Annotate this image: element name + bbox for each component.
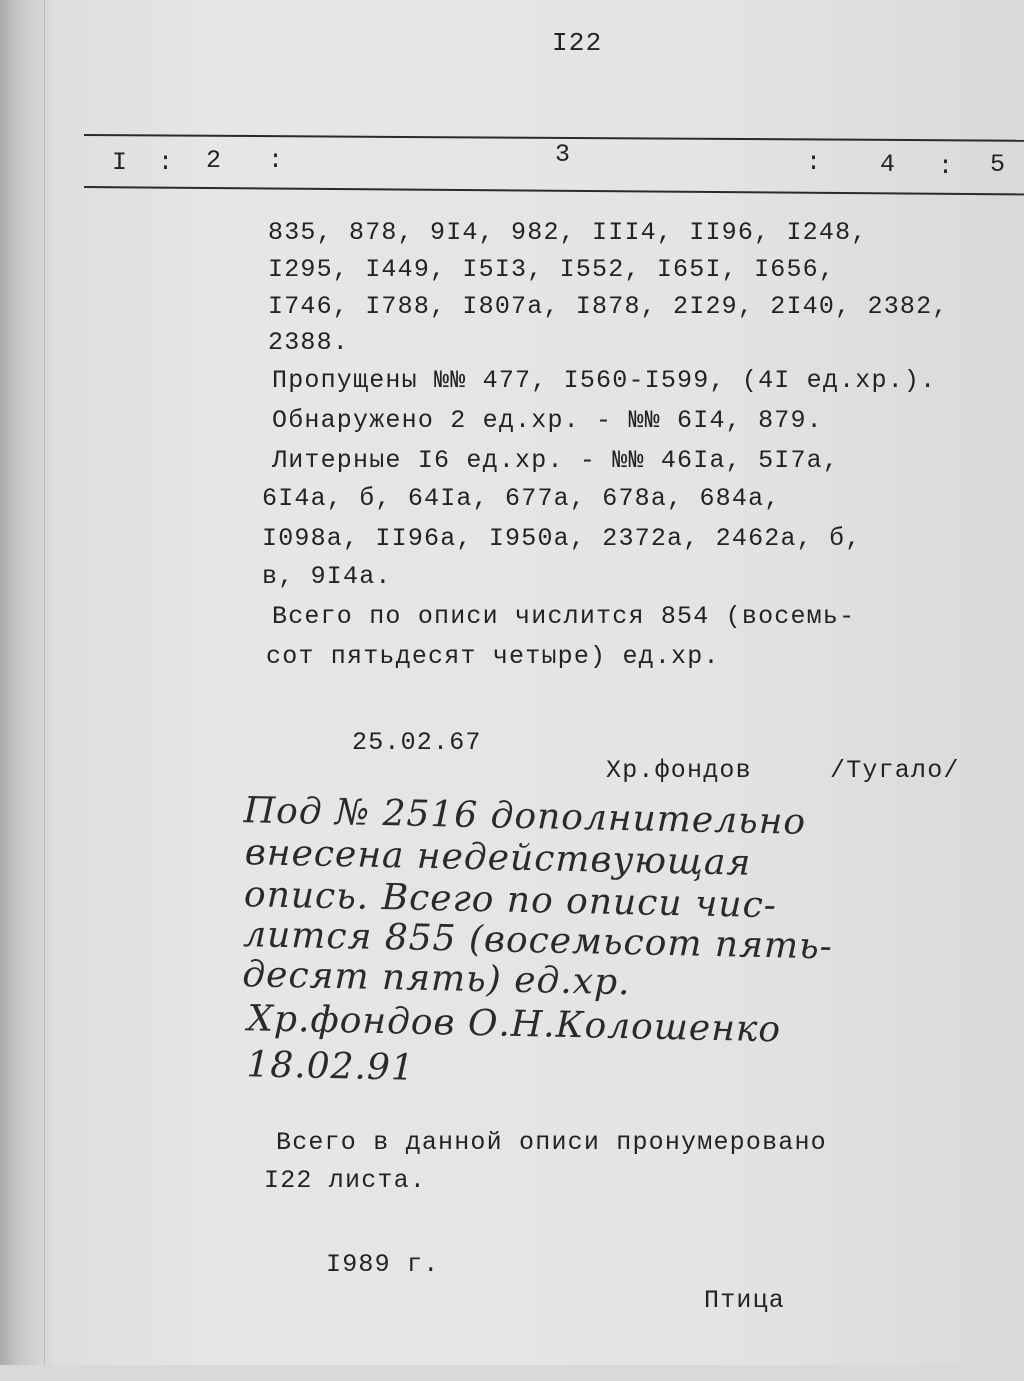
total-sheets-line: Всего в данной описи пронумеровано xyxy=(276,1128,827,1157)
handwritten-line: Хр.фондов О.Н.Колошенко xyxy=(246,998,782,1051)
column-header-5: 5 xyxy=(990,150,1007,179)
body-line: Всего по описи числится 854 (восемь- xyxy=(272,602,856,631)
handwritten-line: лится 855 (восемьсот пять- xyxy=(242,914,834,968)
column-header-3: 3 xyxy=(555,140,572,169)
body-line: I098a, II96a, I950a, 2372a, 2462a, б, xyxy=(262,524,862,553)
signature-position: Хр.фондов xyxy=(606,756,752,785)
body-line: Обнаружено 2 ед.хр. - №№ 6I4, 879. xyxy=(272,406,823,435)
body-line: Литерные I6 ед.хр. - №№ 46Ia, 5I7a, xyxy=(272,446,840,475)
column-header-2: 2 xyxy=(206,146,223,175)
signature-name: /Тугало/ xyxy=(830,756,960,785)
date-1967: 25.02.67 xyxy=(352,728,482,757)
footer-year: I989 г. xyxy=(326,1250,440,1279)
page-number: I22 xyxy=(552,28,603,58)
column-separator: : xyxy=(806,148,823,177)
body-line: в, 9I4a. xyxy=(262,562,392,591)
column-separator: : xyxy=(938,152,955,181)
handwritten-line: внесена недействующая xyxy=(244,832,752,884)
handwritten-line: опись. Всего по описи чис- xyxy=(243,874,778,927)
body-line: 6I4a, б, 64Ia, 677a, 678a, 684a, xyxy=(262,484,781,513)
column-separator: : xyxy=(268,146,285,175)
column-separator: : xyxy=(158,148,175,177)
handwritten-line: Под № 2516 дополнительно xyxy=(243,790,807,843)
footer-signer: Птица xyxy=(704,1286,786,1315)
handwritten-line: десят пять) ед.хр. xyxy=(241,954,632,1004)
body-line: 835, 878, 9I4, 982, III4, II96, I248, xyxy=(268,218,868,247)
handwritten-line: 18.02.91 xyxy=(246,1044,416,1089)
body-line: 2388. xyxy=(268,328,350,357)
column-header-4: 4 xyxy=(880,150,897,179)
body-line: сот пятьдесят четыре) ед.хр. xyxy=(266,642,720,671)
column-header-1: I xyxy=(112,148,129,177)
body-line: Пропущены №№ 477, I560-I599, (4I ед.хр.). xyxy=(272,366,937,395)
body-line: I295, I449, I5I3, I552, I65I, I656, xyxy=(268,255,836,284)
total-sheets-line: I22 листа. xyxy=(264,1166,427,1195)
body-line: I746, I788, I807a, I878, 2I29, 2I40, 2382, xyxy=(268,292,949,321)
